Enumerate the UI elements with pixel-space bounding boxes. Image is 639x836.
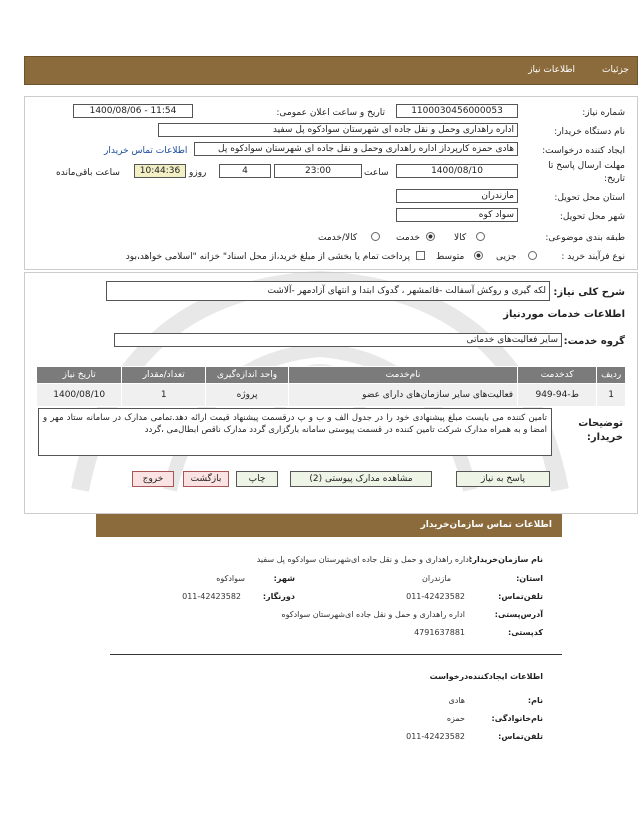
need-info-tab[interactable]: اطلاعات نیاز — [528, 65, 575, 75]
services-table — [36, 366, 626, 407]
contact-phone-value: 011-42423582 — [406, 592, 465, 601]
summary-label: شرح کلی نیاز: — [553, 287, 625, 298]
contact-city-label: شهر: — [273, 574, 295, 583]
contact-title: اطلاعات تماس سازمان‌خریدار — [420, 520, 552, 530]
remaining-time-field: 10:44:36 — [134, 164, 186, 178]
buyer-contact-link[interactable]: اطلاعات تماس خریدار — [104, 146, 188, 156]
exit-button[interactable]: خروج — [132, 471, 174, 487]
city-label: شهر محل تحویل: — [559, 212, 625, 222]
contact-postal-value: 4791637881 — [414, 628, 465, 637]
city-field: سواد کوه — [396, 208, 518, 222]
treasury-payment-note: پرداخت تمام یا بخشی از مبلغ خرید،از محل اسناد" خزانه "اسلامی خواهد،بود — [125, 252, 410, 262]
category-label: طبقه بندی موضوعی: — [545, 233, 625, 243]
process-medium-label: متوسط — [436, 252, 465, 262]
reply-button[interactable]: پاسخ به نیاز — [456, 471, 550, 487]
contact-divider — [110, 654, 562, 655]
contact-address-label: آدرس‌پستی: — [494, 610, 543, 619]
buyer-notes-field: تامین کننده می بایست مبلغ پیشنهادی خود را در جدول الف و ب و پ درقسمت پیشنهاد قیمت ارائه دهد.تمامی مدارک در سامانه ستاد مهر و امضا و به همراه مدارک شرکت تامین کننده در قسمت پیوستی سامانه بارگزاری گردد مدارک ناقص ابطال‌می ،گردد — [38, 408, 552, 456]
col-service-name: نام‌خدمت — [288, 367, 517, 384]
buyer-field: اداره راهداری وحمل و نقل جاده ای شهرستان سوادکوه پل سفید — [158, 123, 518, 137]
creator-label: ایجاد کننده درخواست: — [542, 146, 625, 156]
services-title: اطلاعات خدمات مورد‌نیاز — [503, 309, 625, 320]
creator-phone-label: تلفن‌تماس: — [498, 732, 543, 741]
remaining-days-field: 4 — [219, 164, 271, 178]
col-quantity: تعداد/مقدار — [122, 367, 206, 384]
contact-org-value: اداره راهداری و حمل و نقل جاده ای‌شهرستان سوادکوه پل سفید — [256, 555, 471, 564]
print-button[interactable]: چاپ — [236, 471, 278, 487]
remaining-label: ساعت باقی‌مانده — [56, 168, 120, 178]
deadline-label-2: تاریخ: — [604, 174, 625, 184]
creator-family-value: حمزه — [446, 714, 465, 723]
creator-name-label: نام: — [527, 696, 543, 705]
contact-postal-label: کدپستی: — [508, 628, 543, 637]
services-table-header — [37, 367, 626, 384]
cell-need-date: 1400/08/10 — [37, 384, 122, 407]
announce-date-field: 1400/08/06 - 11:54 — [73, 104, 193, 118]
deadline-time-field: 23:00 — [274, 164, 362, 178]
cell-code: ط-94-949 — [518, 384, 597, 407]
process-medium-radio[interactable] — [474, 251, 483, 260]
contact-fax-label: دورنگار: — [262, 592, 295, 601]
creator-phone-value: 011-42423582 — [406, 732, 465, 741]
creator-family-label: نام‌خانوادگی: — [491, 714, 543, 723]
need-number-field: 1100030456000053 — [396, 104, 518, 118]
header-bar — [24, 56, 638, 85]
contact-phone-label: تلفن‌تماس: — [498, 592, 543, 601]
province-field: مازندران — [396, 189, 518, 203]
days-label: روزو — [189, 168, 207, 178]
category-service-label: خدمت — [396, 233, 420, 243]
col-need-date: تاریخ نیاز — [37, 367, 122, 384]
contact-address-value: اداره راهداری و حمل و نقل جاده ای‌شهرستان سوادکوه — [281, 610, 465, 619]
cell-service-name: فعالیت‌های سایر سازمان‌های دارای عضو — [288, 384, 517, 407]
buyer-notes-label: توضیحات — [578, 418, 623, 429]
category-goods-label: کالا — [454, 233, 467, 243]
col-code: کدخدمت — [518, 367, 597, 384]
province-label: استان محل تحویل: — [554, 193, 625, 203]
col-unit: واحد اندازه‌گیری — [206, 367, 289, 384]
creator-info-title: اطلاعات ایجاد‌کننده‌درخواست — [429, 672, 543, 681]
attachments-button[interactable]: مشاهده مدارک پیوستی (2) — [290, 471, 432, 487]
deadline-label: مهلت ارسال پاسخ تا — [548, 161, 625, 171]
process-label: نوع فرآیند خرید : — [561, 252, 625, 262]
cell-quantity: 1 — [122, 384, 206, 407]
contact-fax-value: 011-42423582 — [182, 592, 241, 601]
process-partial-radio[interactable] — [528, 251, 537, 260]
service-group-label: گروه خدمت: — [563, 336, 625, 347]
back-button[interactable]: بازگشت — [183, 471, 229, 487]
details-tab[interactable]: جزئیات — [602, 65, 629, 75]
process-partial-label: جزیی — [496, 252, 517, 262]
contact-city-value: سوادکوه — [216, 574, 245, 583]
cell-row: 1 — [597, 384, 626, 407]
cell-unit: پروژه — [206, 384, 289, 407]
service-group-field: سایر فعالیت‌های خدماتی — [114, 333, 562, 347]
buyer-notes-label-2: خریدار: — [586, 432, 623, 443]
table-row — [37, 384, 626, 407]
buyer-label: نام دستگاه خریدار: — [554, 127, 625, 137]
category-service-radio[interactable] — [426, 232, 435, 241]
contact-province-value: مازندران — [422, 574, 451, 583]
deadline-time-label: ساعت — [364, 168, 389, 178]
deadline-date-field: 1400/08/10 — [396, 164, 518, 178]
summary-field: لکه گیری و روکش آسفالت -قائمشهر ، گدوک ابتدا و انتهای آزادمهر -آلاشت — [106, 281, 550, 301]
category-goods-service-radio[interactable] — [371, 232, 380, 241]
need-number-label: شماره نیاز: — [582, 108, 625, 118]
treasury-payment-checkbox[interactable] — [416, 251, 425, 260]
category-goods-service-label: کالا/خدمت — [318, 233, 358, 243]
announce-date-label: تاریخ و ساعت اعلان عمومی: — [276, 108, 385, 118]
category-goods-radio[interactable] — [476, 232, 485, 241]
creator-field: هادی حمزه کارپرداز اداره راهداری وحمل و نقل جاده ای شهرستان سوادکوه پل — [194, 142, 518, 156]
creator-name-value: هادی — [448, 696, 465, 705]
contact-org-label: نام سازمان‌خریدار: — [469, 555, 543, 564]
contact-province-label: استان: — [516, 574, 543, 583]
contact-title-bar — [96, 514, 562, 537]
col-row: ردیف — [597, 367, 626, 384]
